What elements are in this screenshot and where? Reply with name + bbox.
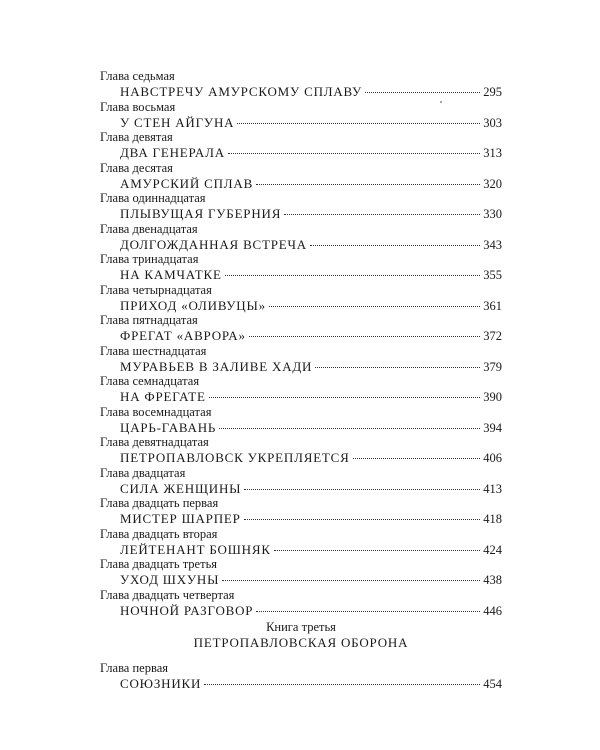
toc-entry[interactable] (100, 131, 502, 162)
chapter-title: НА КАМЧАТКЕ (120, 267, 222, 282)
toc-entry[interactable] (100, 375, 502, 406)
page-speck (440, 101, 442, 103)
chapter-label: Глава двадцатая (100, 465, 186, 480)
dot-leader (228, 152, 480, 154)
chapter-line (100, 175, 502, 192)
chapter-title: СИЛА ЖЕНЩИНЫ (120, 480, 242, 496)
chapter-line (100, 83, 502, 100)
page-number: 330 (483, 207, 502, 221)
chapter-title: ПРИХОД «ОЛИВУЦЫ» (120, 297, 266, 313)
dot-leader (256, 183, 480, 185)
dot-leader (353, 457, 481, 459)
chapter-title: ЦАРЬ-ГАВАНЬ (120, 419, 217, 435)
chapter-line (100, 236, 502, 253)
chapter-label: Глава первая (100, 661, 169, 675)
dot-leader (256, 610, 480, 612)
dot-leader (249, 335, 480, 337)
book-label: Книга третья (266, 620, 336, 634)
chapter-title: ДОЛГОЖДАННАЯ ВСТРЕЧА (120, 236, 307, 252)
dot-leader (209, 396, 481, 398)
page-number: 406 (483, 451, 502, 465)
page-number: 355 (483, 268, 502, 282)
chapter-label: Глава десятая (100, 160, 173, 175)
toc-entry[interactable] (100, 345, 502, 376)
chapter-line (100, 541, 502, 558)
chapter-title: АМУРСКИЙ СПЛАВ (120, 175, 254, 191)
table-of-contents (100, 70, 502, 619)
chapter-line (100, 510, 502, 527)
chapter-line (100, 449, 502, 466)
chapter-line (100, 358, 502, 375)
chapter-label: Глава двадцать вторая (100, 526, 218, 541)
chapter-line (100, 388, 502, 405)
chapter-label: Глава восемнадцатая (100, 404, 212, 419)
chapter-label: Глава двенадцатая (100, 221, 198, 236)
chapter-label: Глава шестнадцатая (100, 343, 207, 358)
toc-entry[interactable] (100, 253, 502, 284)
toc-entry[interactable] (100, 497, 502, 528)
chapter-title: ПЕТРОПАВЛОВСК УКРЕПЛЯЕТСЯ (120, 450, 350, 465)
page-number: 343 (483, 237, 502, 252)
chapter-title: УХОД ШХУНЫ (120, 572, 220, 587)
chapter-title: ЛЕЙТЕНАНТ БОШНЯК (120, 541, 271, 557)
page-number: 379 (483, 359, 502, 374)
dot-leader (274, 549, 480, 551)
toc-entry[interactable] (100, 70, 502, 101)
toc-entry[interactable] (100, 284, 502, 315)
chapter-line (100, 480, 502, 497)
toc-entry[interactable] (100, 223, 502, 254)
page-number: 418 (483, 512, 502, 526)
toc-entry[interactable] (100, 589, 502, 620)
page-number: 438 (483, 573, 502, 587)
chapter-label: Глава одиннадцатая (100, 191, 206, 205)
page-number: 446 (483, 603, 502, 618)
page-number: 372 (483, 329, 502, 343)
chapter-line (100, 602, 502, 619)
page-number: 295 (483, 85, 502, 99)
book-heading (100, 620, 502, 652)
chapter-line (100, 327, 502, 344)
toc-entry[interactable] (100, 436, 502, 467)
dot-leader (269, 305, 480, 307)
page-number: 413 (483, 481, 502, 496)
dot-leader (222, 579, 480, 581)
dot-leader (244, 518, 481, 520)
chapter-label: Глава девятнадцатая (100, 435, 209, 449)
chapter-label: Глава седьмая (100, 69, 175, 83)
page-number: 320 (483, 176, 502, 191)
chapter-line (100, 266, 502, 283)
toc-entry[interactable] (100, 467, 502, 498)
dot-leader (219, 427, 480, 429)
chapter-label: Глава восьмая (100, 99, 176, 114)
toc-entry[interactable] (100, 314, 502, 345)
chapter-line (100, 114, 502, 131)
chapter-label: Глава двадцать третья (100, 557, 218, 571)
chapter-line (100, 297, 502, 314)
dot-leader (365, 91, 480, 93)
page-number: 361 (483, 298, 502, 313)
chapter-label: Глава двадцать первая (100, 496, 219, 510)
chapter-title: ДВА ГЕНЕРАЛА (120, 145, 225, 160)
dot-leader (284, 213, 480, 215)
dot-leader (237, 122, 480, 124)
book-title: ПЕТРОПАВЛОВСКАЯ ОБОРОНА (193, 635, 409, 650)
dot-leader (310, 244, 480, 246)
book-three-contents (100, 662, 502, 693)
page-number: 394 (483, 420, 502, 435)
dot-leader (315, 366, 480, 368)
toc-entry[interactable] (100, 528, 502, 559)
page-number: 390 (483, 390, 502, 404)
toc-entry[interactable] (100, 162, 502, 193)
page-number: 313 (483, 146, 502, 160)
toc-entry[interactable] (100, 192, 502, 223)
chapter-line (100, 571, 502, 588)
chapter-title: МИСТЕР ШАРПЕР (120, 511, 241, 526)
chapter-title: ФРЕГАТ «АВРОРА» (120, 328, 246, 343)
chapter-label: Глава четырнадцатая (100, 282, 212, 297)
chapter-label: Глава пятнадцатая (100, 313, 198, 327)
dot-leader (204, 683, 480, 685)
chapter-label: Глава девятая (100, 130, 173, 144)
chapter-line (100, 205, 502, 222)
chapter-title: СОЮЗНИКИ (120, 676, 202, 691)
chapter-title: НА ФРЕГАТЕ (120, 389, 206, 404)
chapter-label: Глава тринадцатая (100, 252, 199, 266)
dot-leader (244, 488, 480, 490)
chapter-line (100, 675, 502, 692)
chapter-label: Глава двадцать четвертая (100, 587, 235, 602)
chapter-title: НАВСТРЕЧУ АМУРСКОМУ СПЛАВУ (120, 84, 362, 99)
toc-entry[interactable] (100, 558, 502, 589)
page-number: 303 (483, 115, 502, 130)
chapter-label: Глава семнадцатая (100, 374, 200, 388)
toc-entry[interactable] (100, 406, 502, 437)
chapter-line (100, 419, 502, 436)
toc-entry[interactable] (100, 101, 502, 132)
chapter-line (100, 144, 502, 161)
dot-leader (225, 274, 481, 276)
toc-entry[interactable] (100, 662, 502, 693)
chapter-title: ПЛЫВУЩАЯ ГУБЕРНИЯ (120, 206, 282, 221)
page-number: 424 (483, 542, 502, 557)
chapter-title: МУРАВЬЕВ В ЗАЛИВЕ ХАДИ (120, 358, 313, 374)
chapter-title: НОЧНОЙ РАЗГОВОР (120, 602, 254, 618)
page-number: 454 (483, 677, 502, 691)
chapter-title: У СТЕН АЙГУНА (120, 114, 235, 130)
